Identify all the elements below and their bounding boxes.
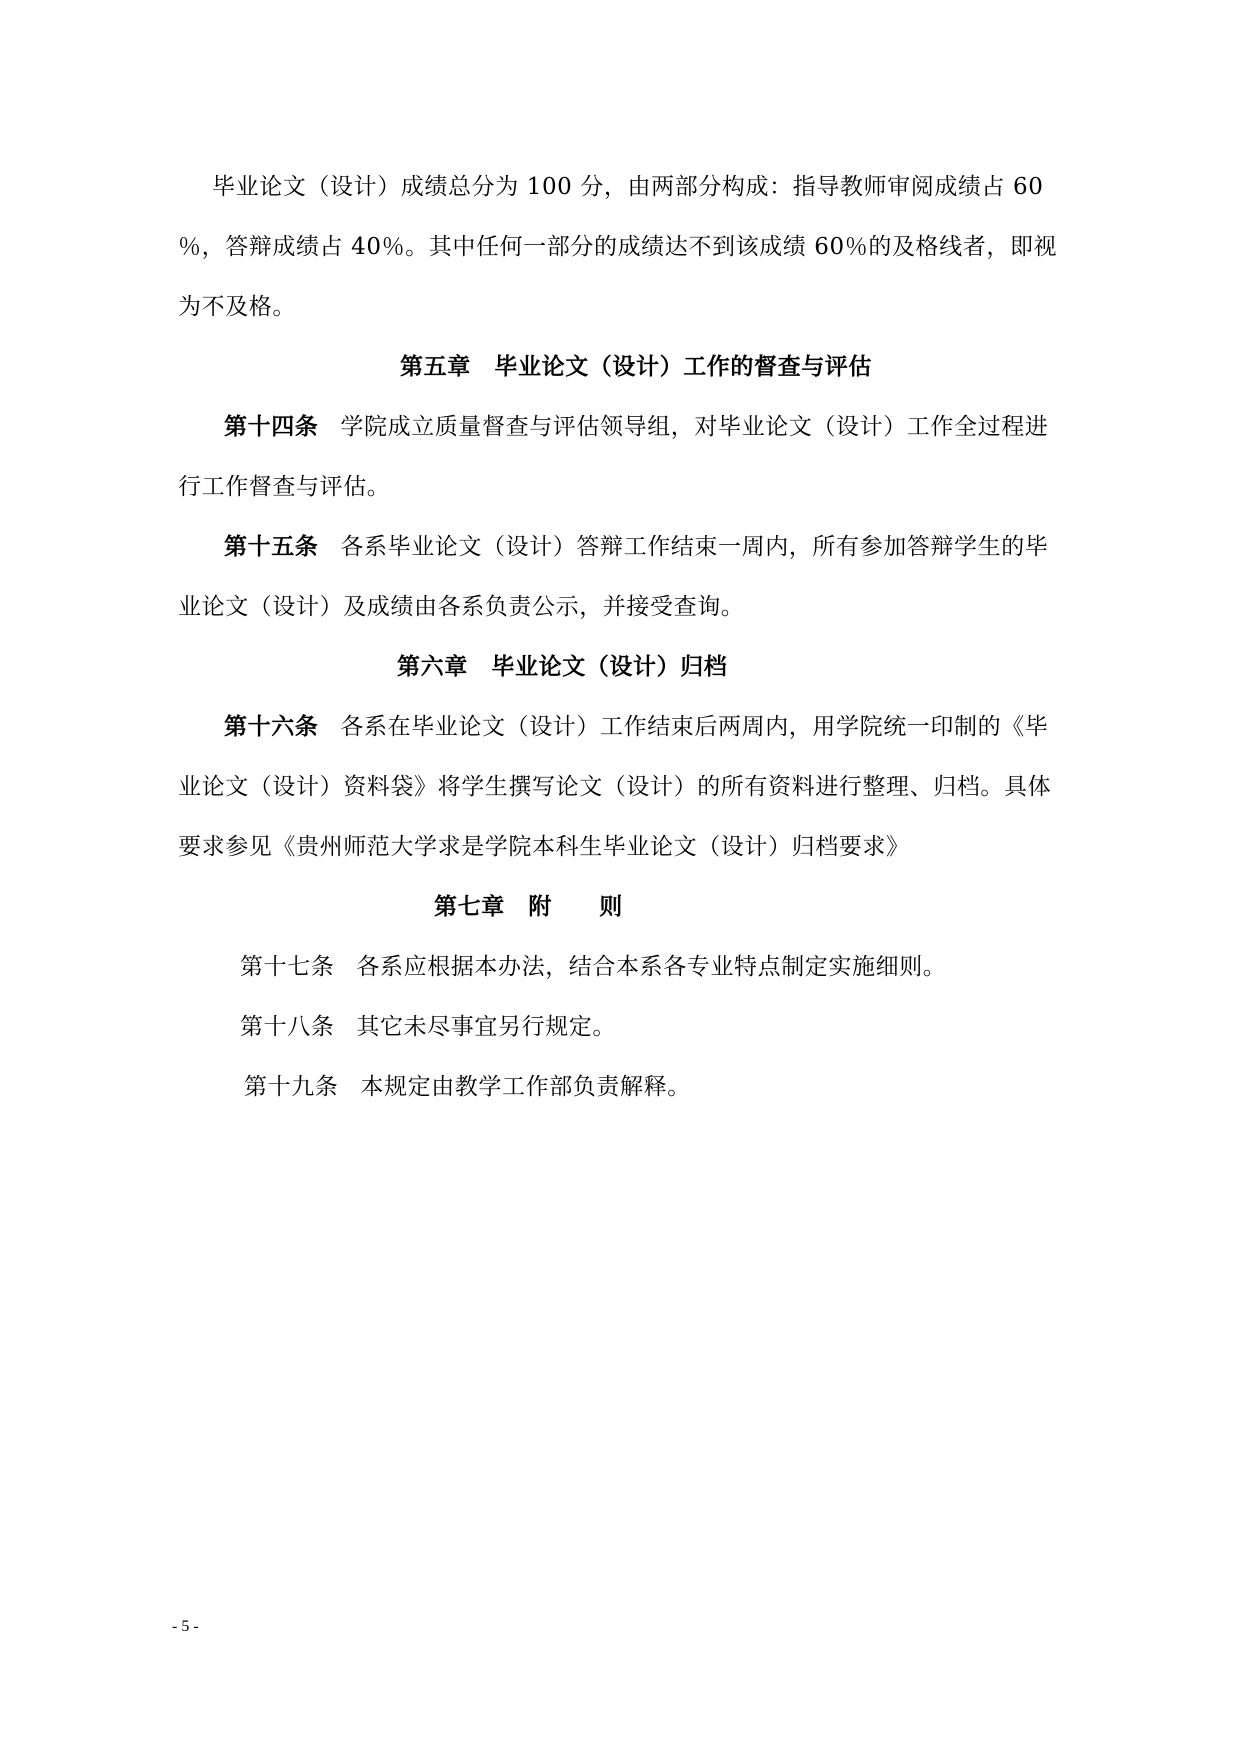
article-14-line-1 bbox=[224, 412, 1048, 442]
article-14-text-line-1: 学院成立质量督查与评估领导组，对毕业论文（设计）工作全过程进 bbox=[340, 414, 1049, 440]
article-14-label: 第十四条 bbox=[224, 413, 319, 440]
chapter-6-heading: 第六章 毕业论文（设计）归档 bbox=[397, 653, 728, 680]
chapter-7-heading: 第七章 附 则 bbox=[434, 893, 623, 920]
article-15-label: 第十五条 bbox=[224, 533, 319, 560]
article-18-label: 第十八条 bbox=[240, 1014, 335, 1040]
article-16-text-line-1: 各系在毕业论文（设计）工作结束后两周内，用学院统一印制的《毕 bbox=[340, 714, 1049, 740]
article-16-line-2: 业论文（设计）资料袋》将学生撰写论文（设计）的所有资料进行整理、归档。具体 bbox=[178, 774, 1052, 800]
article-19-label: 第十九条 bbox=[244, 1074, 339, 1100]
page-number: - 5 - bbox=[172, 1618, 199, 1635]
article-15-text-line-1: 各系毕业论文（设计）答辩工作结束一周内，所有参加答辩学生的毕 bbox=[340, 534, 1049, 560]
article-14-line-2: 行工作督查与评估。 bbox=[178, 474, 391, 500]
article-18-line bbox=[240, 1012, 616, 1042]
article-16-line-3: 要求参见《贵州师范大学求是学院本科生毕业论文（设计）归档要求》 bbox=[178, 834, 910, 860]
article-19-line bbox=[244, 1072, 691, 1102]
grading-paragraph-line-3: 为不及格。 bbox=[178, 294, 296, 320]
article-17-text: 各系应根据本办法，结合本系各专业特点制定实施细则。 bbox=[356, 954, 947, 980]
article-17-line bbox=[240, 952, 946, 982]
article-15-line-2: 业论文（设计）及成绩由各系负责公示，并接受查询。 bbox=[178, 594, 745, 620]
article-15-line-1 bbox=[224, 532, 1048, 562]
grading-paragraph-line-2: ％，答辩成绩占 40％。其中任何一部分的成绩达不到该成绩 60％的及格线者，即视 bbox=[178, 234, 1058, 260]
grading-paragraph-line-1: 毕业论文（设计）成绩总分为 100 分，由两部分构成：指导教师审阅成绩占 60 bbox=[212, 174, 1044, 200]
article-16-label: 第十六条 bbox=[224, 713, 319, 740]
article-16-line-1 bbox=[224, 712, 1048, 742]
chapter-5-heading: 第五章 毕业论文（设计）工作的督查与评估 bbox=[400, 353, 872, 380]
article-19-text: 本规定由教学工作部负责解释。 bbox=[360, 1074, 691, 1100]
article-17-label: 第十七条 bbox=[240, 954, 335, 980]
article-18-text: 其它未尽事宜另行规定。 bbox=[356, 1014, 617, 1040]
